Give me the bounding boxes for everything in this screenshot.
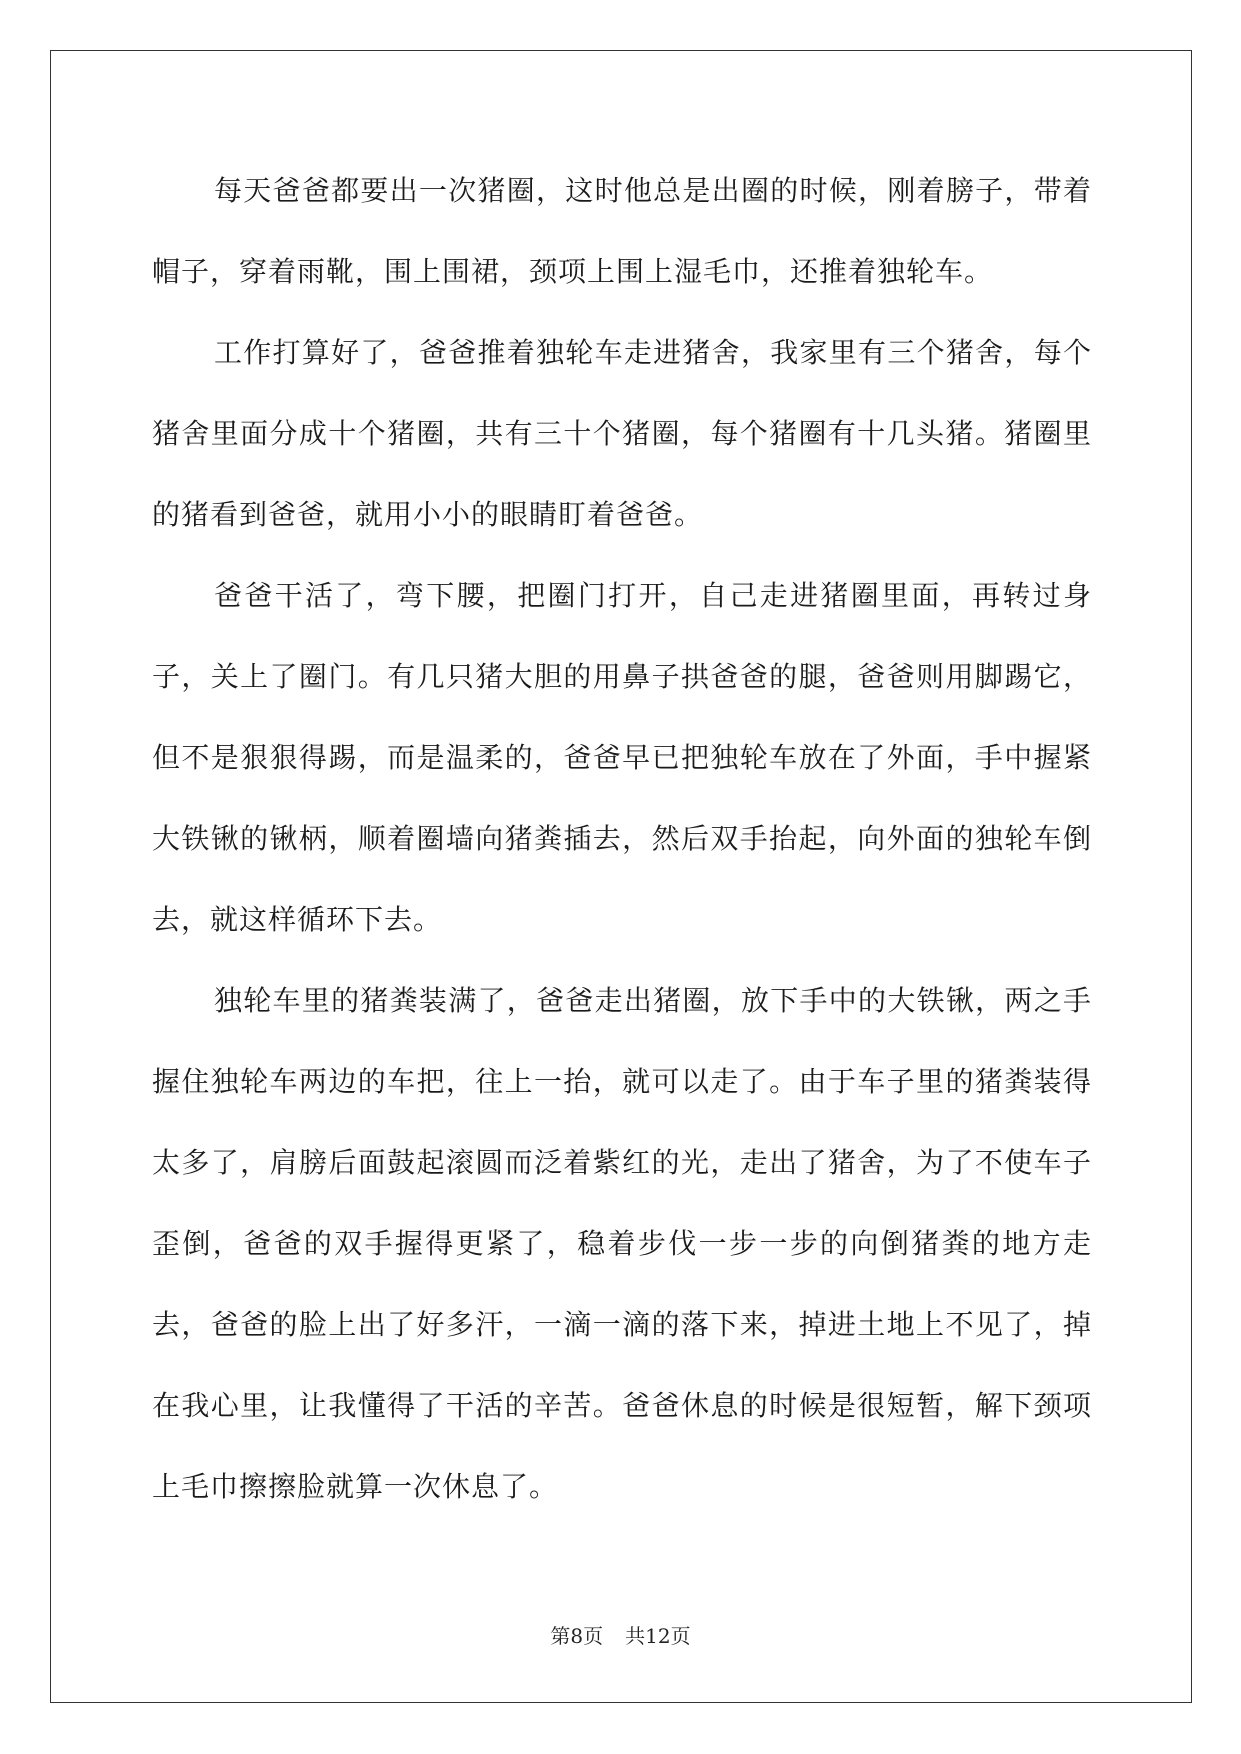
paragraph-1: 每天爸爸都要出一次猪圈，这时他总是出圈的时候，刚着膀子，带着帽子，穿着雨靴，围上围裙，颈项上围上湿毛巾，还推着独轮车。 bbox=[152, 174, 1092, 288]
total-pages-label: 共12页 bbox=[625, 1624, 691, 1648]
paragraph-4: 独轮车里的猪粪装满了，爸爸走出猪圈，放下手中的大铁锹，两之手握住独轮车两边的车把，往上一抬，就可以走了。由于车子里的猪粪装得太多了，肩膀后面鼓起滚圆而泛着紫红的光，走出了猪舍，为了不使车子歪倒，爸爸的双手握得更紧了，稳着步伐一步一步的向倒猪粪的地方走去，爸爸的脸上出了好多汗，一滴一滴的落下来，掉进土地上不见了，掉在我心里，让我懂得了干活的辛苦。爸爸休息的时候是很短暂，解下颈项上毛巾擦擦脸就算一次休息了。 bbox=[152, 984, 1092, 1503]
document-body bbox=[152, 150, 1092, 1527]
paragraph-2: 工作打算好了，爸爸推着独轮车走进猪舍，我家里有三个猪舍，每个猪舍里面分成十个猪圈，共有三十个猪圈，每个猪圈有十几头猪。猪圈里的猪看到爸爸，就用小小的眼睛盯着爸爸。 bbox=[152, 336, 1092, 531]
current-page-label: 第8页 bbox=[550, 1624, 604, 1648]
paragraph-3: 爸爸干活了，弯下腰，把圈门打开，自己走进猪圈里面，再转过身子，关上了圈门。有几只猪大胆的用鼻子拱爸爸的腿，爸爸则用脚踢它，但不是狠狠得踢，而是温柔的，爸爸早已把独轮车放在了外面，手中握紧大铁锹的锹柄，顺着圈墙向猪粪插去，然后双手抬起，向外面的独轮车倒去，就这样循环下去。 bbox=[152, 579, 1092, 936]
page-footer bbox=[0, 1620, 1241, 1649]
